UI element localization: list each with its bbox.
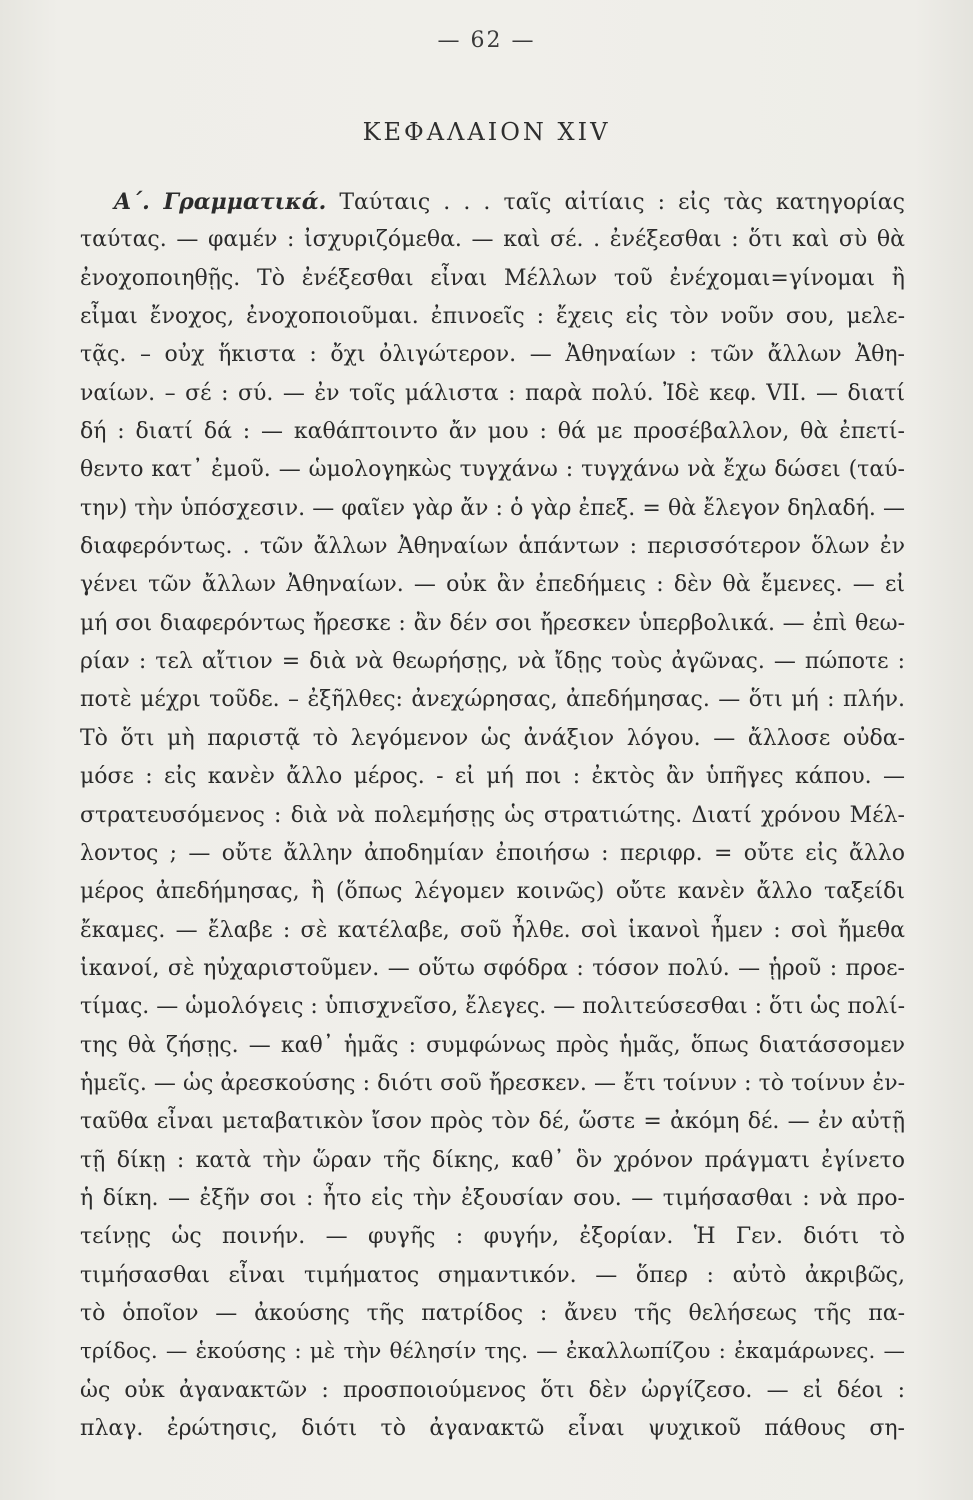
text-line: ταῦθα εἶναι μεταβατικὸν ἴσον πρὸς τὸν δέ, ὥστε = ἀκόμη δέ. — ἐν αὐτῇ [80,1109,905,1135]
text-line: τᾷς. – οὐχ ἥκιστα : ὄχι ὀλιγώτερον. — Ἀθηναίων : τῶν ἄλλων Ἀθη- [80,342,905,368]
page-number: — 62 — [437,28,536,53]
text-line: εἶμαι ἔνοχος, ἐνοχοποιοῦμαι. ἐπινοεῖς : ἔχεις εἰς τὸν νοῦν σου, μελε- [80,304,905,330]
text-line: δή : διατί δά : — καθάπτοιντο ἄν μου : θά με προσέβαλλον, θὰ ἐπετί- [80,419,905,445]
text-line [80,183,905,221]
text-line: γένει τῶν ἄλλων Ἀθηναίων. — οὐκ ἂν ἐπεδήμεις : δὲν θὰ ἔμενες. — εἰ [80,572,905,598]
text-line: ναίων. – σέ : σύ. — ἐν τοῖς μάλιστα : παρὰ πολύ. Ἰδὲ κεφ. VII. — διατί [80,380,905,406]
text-line: τρίδος. — ἑκούσης : μὲ τὴν θέλησίν της. — ἐκαλλωπίζου : ἐκαμάρωνες. — [80,1339,905,1365]
text-line: τῇ δίκῃ : κατὰ τὴν ὥραν τῆς δίκης, καθ᾽ ὃν χρόνον πράγματι ἐγίνετο [80,1147,905,1173]
text-line: ταύτας. — φαμέν : ἰσχυριζόμεθα. — καὶ σέ. . ἐνέξεσθαι : ὅτι καὶ σὺ θὰ [80,227,905,253]
text-line: ποτὲ μέχρι τοῦδε. – ἐξῆλθες: ἀνεχώρησας, ἀπεδήμησας. — ὅτι μή : πλήν. [80,687,905,713]
text-line: Τὸ ὅτι μὴ παριστᾷ τὸ λεγόμενον ὡς ἀνάξιον λόγου. — ἄλλοσε οὐδα- [80,725,905,751]
text-line: ἡ δίκη. — ἐξῆν σοι : ἦτο εἰς τὴν ἐξουσίαν σου. — τιμήσασθαι : νὰ προ- [80,1185,905,1211]
text-line: ἡμεῖς. — ὡς ἀρεσκούσης : διότι σοῦ ἤρεσκεν. — ἔτι τοίνυν : τὸ τοίνυν ἐν- [80,1070,905,1096]
text-line: πλαγ. ἐρώτησις, διότι τὸ ἀγανακτῶ εἶναι ψυχικοῦ πάθους ση- [80,1416,905,1441]
text-line: τίμας. — ὡμολόγεις : ὑπισχνεῖσο, ἔλεγες. — πολιτεύσεσθαι : ὅτι ὡς πολί- [80,994,905,1020]
text-line: λοντος ; — οὔτε ἄλλην ἀποδημίαν ἐποιήσω : περιφρ. = οὔτε εἰς ἄλλο [80,840,905,866]
body-text [80,183,905,1448]
text-line: μέρος ἀπεδήμησας, ἢ (ὅπως λέγομεν κοινῶς) οὔτε κανὲν ἄλλο ταξείδι [80,879,905,905]
chapter-title: ΚΕΦΑΛΑΙΟΝ XIV [362,118,611,146]
text-line: ἱκανοί, σὲ ηὐχαριστοῦμεν. — οὕτω σφόδρα : τόσον πολύ. — ᾑροῦ : προε- [80,955,905,981]
text-line: μή σοι διαφερόντως ἤρεσκε : ἂν δέν σοι ἤρεσκεν ὑπερβολικά. — ἐπὶ θεω- [80,610,905,636]
text-line: ἐνοχοποιηθῇς. Τὸ ἐνέξεσθαι εἶναι Μέλλων τοῦ ἐνέχομαι=γίνομαι ἢ [80,265,905,291]
section-heading: Α΄. Γραμματικά. [114,189,327,215]
text-line: τείνῃς ὡς ποινήν. — φυγῆς : φυγήν, ἐξορίαν. Ἡ Γεν. διότι τὸ [80,1224,905,1250]
text-line: ρίαν : τελ αἴτιον = διὰ νὰ θεωρήσῃς, νὰ ἴδῃς τοὺς ἀγῶνας. — πώποτε : [80,649,905,675]
text-line: την) τὴν ὑπόσχεσιν. — φαῖεν γὰρ ἄν : ὁ γὰρ ἐπεξ. = θὰ ἔλεγον δηλαδή. — [80,495,905,521]
text-line: μόσε : εἰς κανὲν ἄλλο μέρος. - εἰ μή ποι : ἐκτὸς ἂν ὑπῆγες κάπου. — [80,764,905,790]
text-line: ὡς οὐκ ἀγανακτῶν : προσποιούμενος ὅτι δὲν ὠργίζεσο. — εἰ δέοι : [80,1377,905,1403]
text-line: της θὰ ζήσῃς. — καθ᾽ ἡμᾶς : συμφώνως πρὸς ἡμᾶς, ὅπως διατάσσομεν [80,1032,905,1058]
text-line: διαφερόντως. . τῶν ἄλλων Ἀθηναίων ἁπάντων : περισσότερον ὅλων ἐν [80,534,905,560]
text-line: στρατευσόμενος : διὰ νὰ πολεμήσῃς ὡς στρατιώτης. Διατί χρόνου Μέλ- [80,802,905,828]
text-line: θεντο κατ᾽ ἐμοῦ. — ὡμολογηκὼς τυγχάνω : τυγχάνω νὰ ἔχω δώσει (ταύ- [80,457,905,483]
text-line: τιμήσασθαι εἶναι τιμήματος σημαντικόν. — ὅπερ : αὐτὸ ἀκριβῶς, [80,1262,905,1288]
text-line-content: Ταύταις . . . ταῖς αἰτίαις : εἰς τὰς κατηγορίας [339,190,905,215]
text-line: τὸ ὁποῖον — ἀκούσης τῆς πατρίδος : ἄνευ τῆς θελήσεως τῆς πα- [80,1300,905,1326]
text-line: ἔκαμες. — ἔλαβε : σὲ κατέλαβε, σοῦ ἦλθε. σοὶ ἱκανοὶ ἦμεν : σοὶ ἤμεθα [80,917,905,943]
